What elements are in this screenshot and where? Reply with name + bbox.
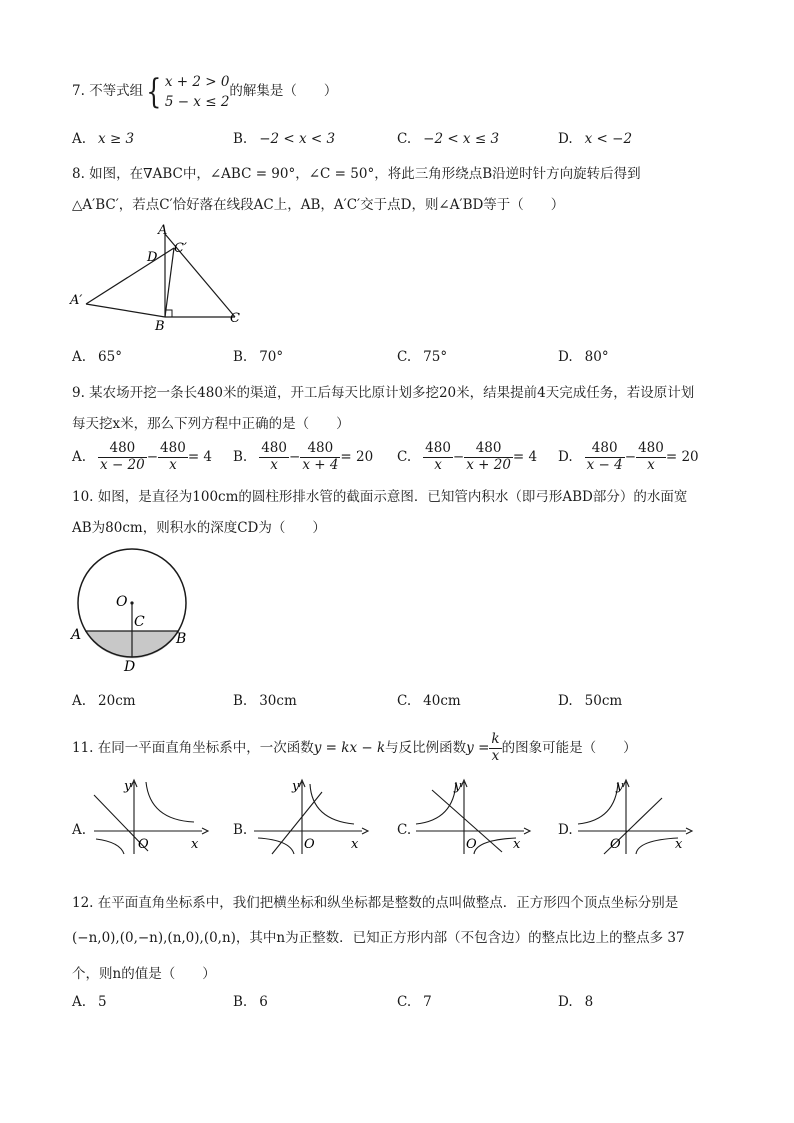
q8-option-b[interactable]: B. 70° bbox=[233, 349, 284, 365]
q11-option-d-label[interactable]: D. bbox=[558, 822, 573, 838]
svg-text:x: x bbox=[675, 837, 683, 852]
q10-option-b[interactable]: B. 30cm bbox=[233, 693, 297, 709]
q8-stem-line1: 8. 如图，在∇ABC中，∠ABC = 90°，∠C = 50°，将此三角形绕点B沿逆时针方向旋转后得到 bbox=[72, 166, 641, 182]
q9-option-a[interactable]: A. $\frac{480}{x - 20}$ − $\frac{480}{x}$ = 4 bbox=[72, 440, 213, 473]
q9-option-b[interactable]: B. $\frac{480}{x}$ − $\frac{480}{x + 4}$ = 20 bbox=[233, 440, 374, 473]
q7-option-d[interactable]: D. x < −2 bbox=[558, 131, 633, 147]
q11-k-over-x: $\frac{k}{x}$ bbox=[491, 731, 500, 764]
label-c: C bbox=[230, 311, 240, 326]
q7-stem bbox=[72, 68, 337, 114]
seg-b-cprime bbox=[165, 248, 174, 317]
brace-symbol: { bbox=[146, 71, 162, 112]
q10-option-a[interactable]: A. 20cm bbox=[72, 693, 136, 709]
svg-text:x: x bbox=[513, 837, 521, 852]
label-a-prime: A′ bbox=[70, 293, 83, 308]
q10-pipe-figure bbox=[66, 545, 200, 677]
q12-stem-line3: 个，则n的值是（ ） bbox=[72, 966, 216, 982]
svg-text:y: y bbox=[616, 779, 624, 794]
q12-option-c[interactable]: C. 7 bbox=[397, 994, 432, 1010]
q12-option-a[interactable]: A. 5 bbox=[72, 994, 107, 1010]
q8-triangle-figure bbox=[68, 222, 248, 334]
q12-stem-line1: 12. 在平面直角坐标系中，我们把横坐标和纵坐标都是整数的点叫做整点．正方形四个顶点坐标分别是 bbox=[72, 895, 679, 911]
q8-option-d[interactable]: D. 80° bbox=[558, 349, 609, 365]
q11-linear: y = kx − k bbox=[313, 740, 386, 756]
label-a: A bbox=[158, 223, 168, 238]
q11-pre: 11. 在同一平面直角坐标系中，一次函数 bbox=[72, 740, 314, 756]
q7-system-line2: 5 − x ≤ 2 bbox=[164, 93, 230, 110]
q12-option-d[interactable]: D. 8 bbox=[558, 994, 594, 1010]
svg-text:y: y bbox=[124, 779, 132, 794]
label-b: B bbox=[176, 631, 187, 647]
q7-option-a[interactable]: A. x ≥ 3 bbox=[72, 131, 135, 147]
q11-stem bbox=[72, 728, 637, 768]
q9-option-c[interactable]: C. $\frac{480}{x}$ − $\frac{480}{x + 20}$ = 4 bbox=[397, 440, 538, 473]
q10-option-d[interactable]: D. 50cm bbox=[558, 693, 623, 709]
q7-system-line1: x + 2 > 0 bbox=[164, 73, 230, 90]
q8-stem-line2: △A′BC′，若点C′恰好落在线段AC上，AB，A′C′交于点D，则∠A′BD等于（ ） bbox=[72, 197, 565, 213]
q11-graph-c[interactable] bbox=[412, 776, 532, 856]
seg-aprime-b bbox=[86, 304, 165, 317]
center-point bbox=[130, 601, 133, 604]
q11-y-eq: y = bbox=[466, 740, 490, 756]
q7-number: 7. bbox=[72, 83, 85, 99]
q7-option-c[interactable]: C. −2 < x ≤ 3 bbox=[397, 131, 500, 147]
q12-stem-line2: (−n,0),(0,−n),(n,0),(0,n)，其中n为正整数．已知正方形内部（不包含边）的整点比边上的整点多 37 bbox=[72, 930, 685, 946]
svg-text:O: O bbox=[610, 837, 621, 852]
q7-option-b[interactable]: B. −2 < x < 3 bbox=[233, 131, 336, 147]
q10-stem-line2: AB为80cm，则积水的深度CD为（ ） bbox=[72, 520, 326, 536]
label-d: D bbox=[147, 250, 158, 265]
svg-text:x: x bbox=[351, 837, 359, 852]
label-o: O bbox=[116, 594, 128, 610]
q8-option-a[interactable]: A. 65° bbox=[72, 349, 122, 365]
q11-graph-b[interactable] bbox=[250, 776, 370, 856]
q10-stem-line1: 10. 如图，是直径为100cm的圆柱形排水管的截面示意图．已知管内积水（即弓形ABD部分）的水面宽 bbox=[72, 489, 688, 505]
label-b: B bbox=[155, 319, 165, 334]
svg-text:O: O bbox=[138, 837, 149, 852]
q8-option-c[interactable]: C. 75° bbox=[397, 349, 448, 365]
q10-option-c[interactable]: C. 40cm bbox=[397, 693, 461, 709]
q7-post: 的解集是（ ） bbox=[229, 83, 338, 99]
q11-option-c-label[interactable]: C. bbox=[397, 822, 412, 838]
q11-graph-d[interactable] bbox=[574, 776, 694, 856]
q7-system bbox=[165, 72, 230, 112]
svg-text:O: O bbox=[466, 837, 477, 852]
q12-option-b[interactable]: B. 6 bbox=[233, 994, 268, 1010]
q11-post: 的图象可能是（ ） bbox=[501, 740, 637, 756]
svg-text:x: x bbox=[191, 837, 199, 852]
svg-text:y: y bbox=[454, 779, 462, 794]
q11-option-b-label[interactable]: B. bbox=[233, 822, 248, 838]
label-d: D bbox=[124, 659, 136, 675]
q7-pre: 不等式组 bbox=[89, 83, 144, 99]
label-c: C bbox=[134, 614, 145, 630]
label-a: A bbox=[71, 627, 82, 643]
seg-aprime-cprime bbox=[86, 248, 174, 304]
q11-graph-a[interactable] bbox=[90, 776, 210, 856]
q9-stem-line2: 每天挖x米，那么下列方程中正确的是（ ） bbox=[72, 416, 350, 432]
q9-option-d[interactable]: D. $\frac{480}{x - 4}$ − $\frac{480}{x}$ = 20 bbox=[558, 440, 699, 473]
q11-option-a-label[interactable]: A. bbox=[72, 822, 87, 838]
svg-text:y: y bbox=[292, 779, 300, 794]
svg-text:O: O bbox=[304, 837, 315, 852]
q9-stem-line1: 9. 某农场开挖一条长480米的渠道，开工后每天比原计划多挖20米，结果提前4天完成任务，若设原计划 bbox=[72, 385, 695, 401]
q11-mid: 与反比例函数 bbox=[385, 740, 467, 756]
label-c-prime: C′ bbox=[174, 241, 187, 256]
